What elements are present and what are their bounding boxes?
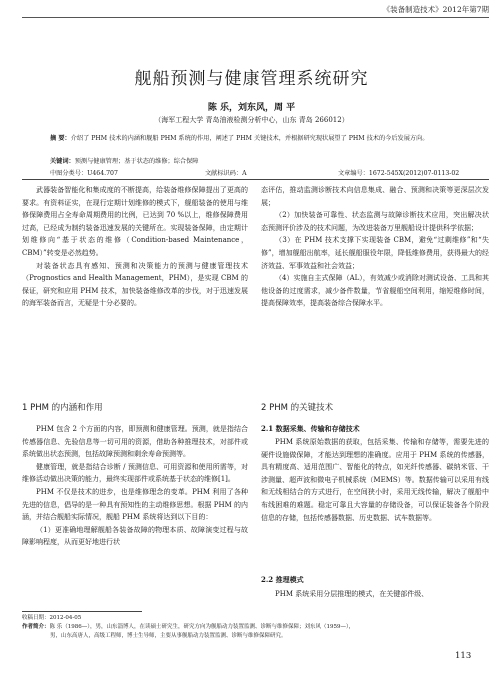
subsection-2-2-heading: 2.2 推理模式 (261, 575, 304, 584)
abstract-label: 摘 要： (50, 135, 71, 142)
article-title: 舰船预测与健康管理系统研究 (134, 69, 369, 89)
header-rule (22, 17, 489, 18)
body-paragraph: （1）更准确地理解舰船各装备故障的物理本质、故障演变过程与故障影响程度，从而更好地进行状 (22, 525, 248, 547)
body-paragraph: （2）加快装备可靠性、状态监测与故障诊断技术应用，突出解决状态预测评价涉及的技术问题，为改进装备万里舰船设计提供科学依据； (261, 211, 489, 232)
footnote-rule (22, 611, 142, 612)
journal-header: 《装备制造技术》2012年第7期 (382, 5, 489, 14)
body-paragraph: （3）在 PHM 技术支撑下实现装备 CBM，避免“过剩维修”和“失修”，增加舰船出航率，延长舰船服役年限，降低维修费用，获得最大的经济效益、军事效益和社会效益； (261, 236, 489, 270)
body-paragraph: PHM 包含 2 个方面的内容，即预测和健康管理。预测，就是指结合传感器信息、先验信息等一切可用的资源，借助各种推理技术，对部件或系统做出状态预测，包括故障预测和剩余寿命预测等。 (22, 425, 248, 459)
intro-paragraph: 武器装备智能化和集成度的不断提高，给装备维修保障提出了更高的要求。有资料证实，在现行定期计划维修的模式下，舰船装备的使用与维修保障费用占全寿命周期费用的比例，已达到 70 %以上，维修保障费用过高，已经成为制约装备迅速发展的关键所在。实现装备保障，由定期计划维修向“基于状态的维修（Condition-based Maintenance，CBM）”转变是必然趋势。 (22, 186, 248, 257)
document-code: 文献标识码：A (205, 170, 247, 177)
body-paragraph: PHM 系统采用分层推理的模式，在关键部件级、 (275, 590, 429, 598)
abstract-text: 介绍了 PHM 技术的内涵和舰船 PHM 系统的作用，阐述了 PHM 关键技术，并根据研究现状展望了 PHM 技术的今后发展方向。 (70, 135, 429, 142)
keywords-text: 预测与健康管理；基于状态的维修；综合保障 (74, 158, 199, 165)
received-date: 收稿日期：2012-04-05 (22, 615, 82, 621)
section-2-heading: 2 PHM 的关键技术 (261, 403, 334, 413)
body-paragraph: （4）实施自主式保障（AL），有效减少或消除对测试设备、工具和其他设备的过度需求，减少备件数量，节省舰船空间利用，缩短维修时间，提高保障效率，提高装备综合保障水平。 (261, 274, 489, 308)
article-authors: 陈 乐，刘东风，周 平 (207, 103, 296, 113)
section-1-heading: 1 PHM 的内涵和作用 (22, 403, 103, 413)
page-number: 113 (455, 651, 472, 661)
subsection-2-1-body (261, 436, 489, 524)
clc-number: 中图分类号：U464.707 (50, 170, 118, 177)
subsection-2-2-body (261, 588, 489, 601)
author-bio-continued: 男，山东高唐人，高级工程师，博士生导师，主要从事舰船动力装置监测、诊断与维修保障研究。 (50, 633, 287, 639)
body-paragraph: 健康管理，就是指结合诊断 / 预测信息、可用资源和使用所需等，对维修活动做出决策的能力，最终实现部件或系统基于状态的维修[1]。 (22, 462, 248, 484)
keywords (50, 156, 460, 165)
author-bio (22, 623, 489, 632)
bio-label: 作者简介： (22, 624, 50, 630)
body-paragraph: PHM 系统原始数据的获取，包括采集、传输和存储等，需要先进的硬件设施做保障，才能达到理想的准确度。应用于 PHM 系统的传感器，具有精度高、适用范围广、智能化的特点，如光纤传感器、碳纳米管、干涉测量、超声波和微电子机械系统（MEMS）等。数据传输可以采用有线和无线相结合的方式进行，在空间狭小时，采用无线传输，解决了舰船中布线困难的难题。稳定可靠且大容量的存储设备，可以保证装备各个阶段信息的存储，包括传感器数据、历史数据、试车数据等。 (261, 438, 489, 522)
body-paragraph: 态评估，推动监测诊断技术向信息集成、融合、预测和决策等更深层次发展； (261, 186, 489, 207)
abstract (50, 134, 460, 144)
body-paragraph: PHM 不仅是技术的进步，也是维修理念的变革。PHM 利用了各种先进的信息，倡导的是一种具有预知性的主动维修思想。根据 PHM 的内涵，并结合舰船实际情况，舰船 PHM 系统将达到以下目的： (22, 487, 248, 522)
keywords-label: 关键词： (50, 158, 75, 165)
article-affiliation: （海军工程大学 青岛油液检测分析中心，山东 青岛 266012） (154, 116, 349, 124)
bio-line-1: 陈 乐（1986—），男，山东淄博人，在读硕士研究生，研究方向为舰船动力装置监测、诊断与维修保障；刘东风（1959—）， (49, 624, 355, 630)
meta-divider (22, 179, 489, 180)
subsection-2-1-heading: 2.1 数据采集、传输和存储技术 (261, 424, 360, 433)
section-1-body (22, 423, 248, 549)
article-number: 文章编号：1672-545X(2012)07-0113-02 (338, 170, 460, 177)
intro-paragraph: 对装备状态具有感知、预测和决策能力的预测与健康管理技术（Prognostics and Health Management，PHM），是实现 CBM 的保证，研究和应用 PHM 技术，加快装备维修改革的步伐，对于迅速发展的海军装备而言，无疑是十分必要的。 (22, 261, 248, 308)
right-column (261, 184, 489, 310)
left-column (22, 184, 248, 310)
